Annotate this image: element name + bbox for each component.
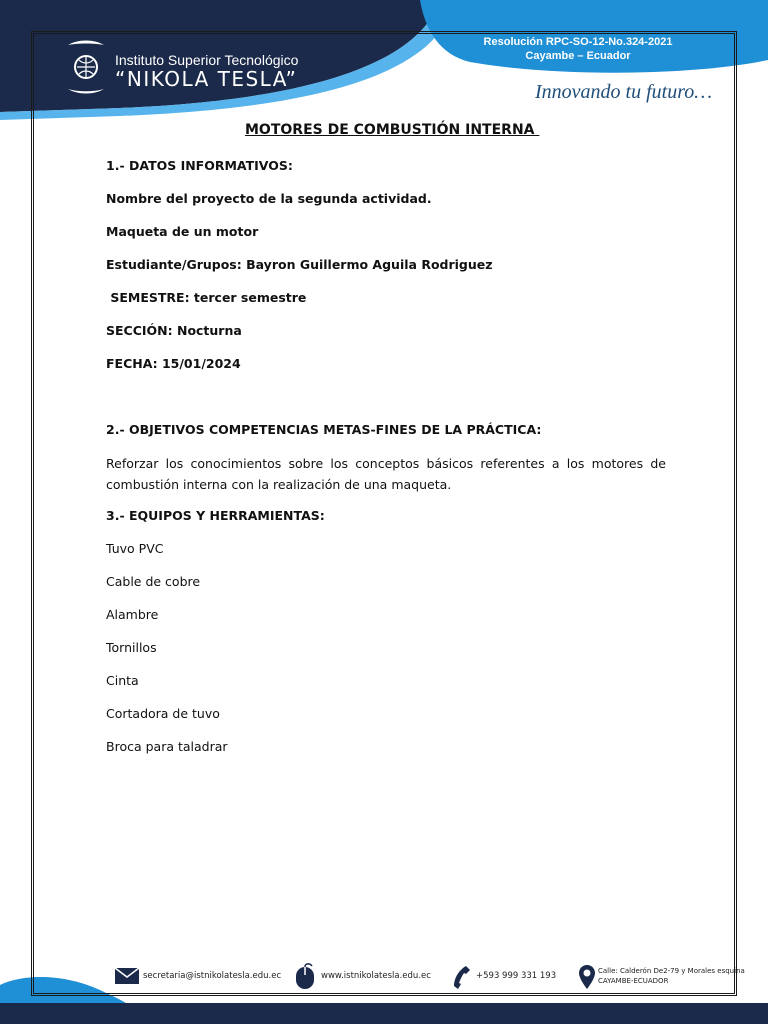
slogan: Innovando tu futuro… — [535, 81, 713, 103]
section2-heading: 2.- OBJETIVOS COMPETENCIAS METAS-FINES DE LA PRÁCTICA: — [106, 422, 542, 437]
tool-item: Tornillos — [106, 640, 157, 655]
phone-icon — [452, 964, 472, 990]
footer-band-dark — [0, 1003, 768, 1024]
student-line: Estudiante/Grupos: Bayron Guillermo Aguila Rodriguez — [106, 257, 493, 272]
institute-name-line2: “NIKOLA TESLA” — [115, 67, 298, 91]
section-line: SECCIÓN: Nocturna — [106, 323, 242, 338]
footer-address-line1: Calle: Calderón De2-79 y Morales esquina — [598, 967, 745, 975]
objective-paragraph: Reforzar los conocimientos sobre los conceptos básicos referentes a los motores de combustión interna con la realización de una maqueta. — [106, 456, 666, 492]
institute-name — [115, 52, 298, 90]
institute-name-line1: Instituto Superior Tecnológico — [115, 52, 299, 68]
footer-phone[interactable]: +593 999 331 193 — [476, 971, 557, 981]
document-title: MOTORES DE COMBUSTIÓN INTERNA — [245, 122, 540, 138]
resolution-block — [448, 35, 708, 63]
location-pin-icon — [578, 964, 596, 990]
tool-item: Tuvo PVC — [106, 541, 164, 556]
resolution-location: Cayambe – Ecuador — [525, 50, 631, 62]
footer-address — [598, 966, 745, 986]
section3-heading: 3.- EQUIPOS Y HERRAMIENTAS: — [106, 508, 325, 523]
project-name: Maqueta de un motor — [106, 224, 259, 239]
section1-heading: 1.- DATOS INFORMATIVOS: — [106, 158, 293, 173]
tool-item: Alambre — [106, 607, 159, 622]
institute-logo-icon — [64, 37, 108, 97]
tool-item: Cortadora de tuvo — [106, 706, 220, 721]
project-name-label: Nombre del proyecto de la segunda actividad. — [106, 191, 432, 206]
footer-email[interactable]: secretaria@istnikolatesla.edu.ec — [143, 971, 282, 981]
footer-website[interactable]: www.istnikolatesla.edu.ec — [321, 971, 431, 981]
mouse-icon — [294, 963, 316, 991]
footer-address-line2: CAYAMBE-ECUADOR — [598, 977, 669, 985]
tool-item: Cable de cobre — [106, 574, 201, 589]
tool-item: Cinta — [106, 673, 139, 688]
envelope-icon — [114, 966, 140, 986]
date-line: FECHA: 15/01/2024 — [106, 356, 241, 371]
tool-item: Broca para taladrar — [106, 739, 228, 754]
resolution-number: Resolución RPC-SO-12-No.324-2021 — [483, 36, 673, 48]
semester-line: SEMESTRE: tercer semestre — [106, 290, 307, 305]
